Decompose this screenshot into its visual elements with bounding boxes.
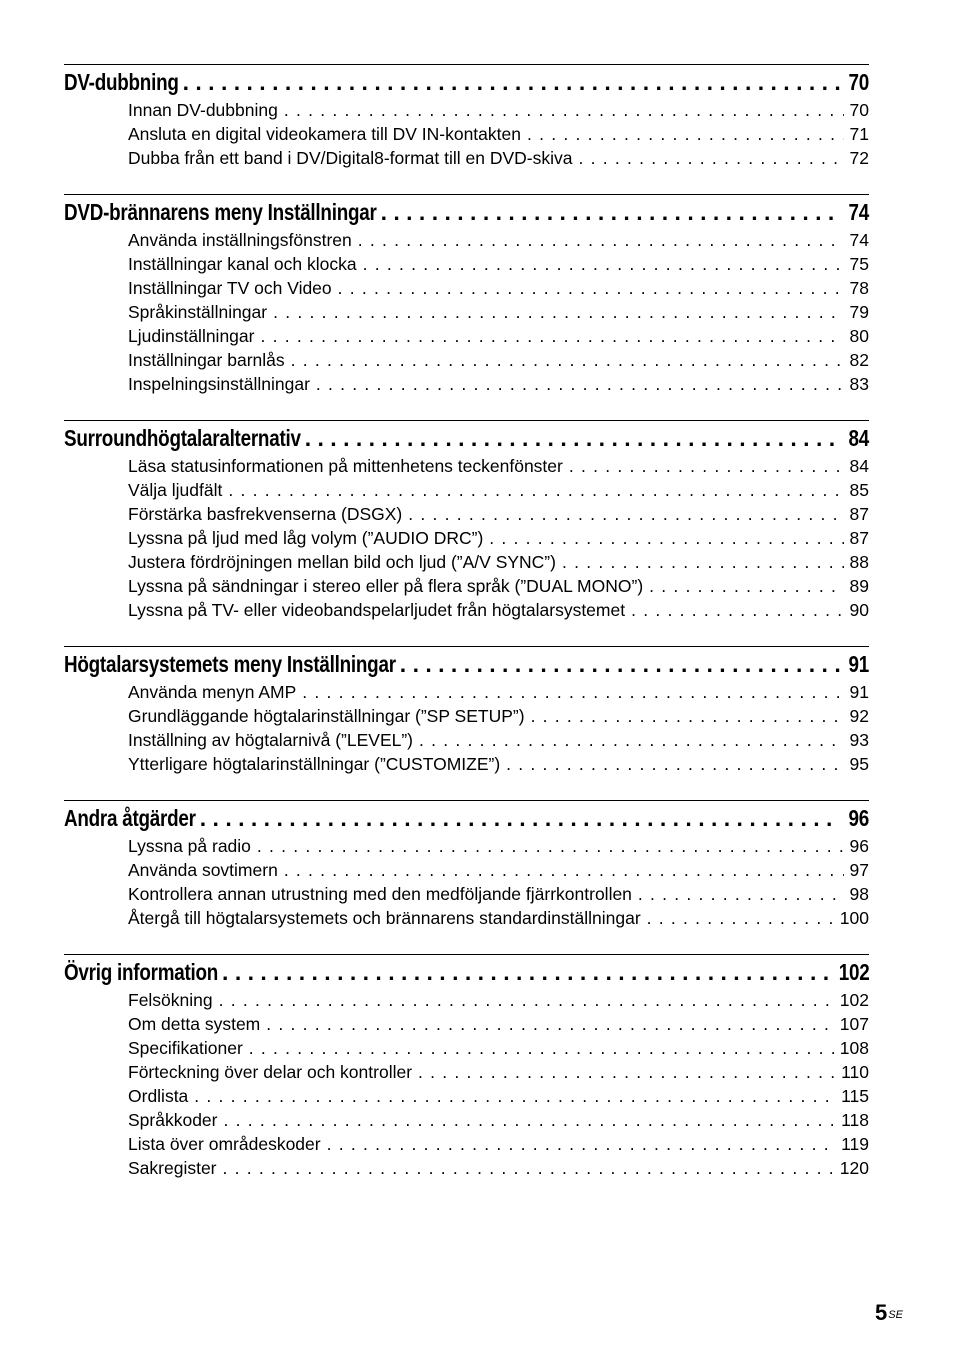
toc-heading-title: DV-dubbning	[64, 69, 179, 95]
dot-leader	[224, 1108, 836, 1132]
toc-entry[interactable]	[128, 348, 869, 372]
dot-leader	[223, 1156, 834, 1180]
dot-leader	[506, 752, 843, 776]
toc-entry-title: Förstärka basfrekvenserna (DSGX)	[128, 504, 403, 524]
toc-entry-page: 83	[849, 374, 869, 394]
toc-entry-page: 93	[849, 730, 869, 750]
dot-leader	[569, 454, 844, 478]
toc-entry[interactable]	[128, 574, 869, 598]
dot-leader	[316, 372, 844, 396]
toc-entry-title: Lyssna på sändningar i stereo eller på flera språk (”DUAL MONO”)	[128, 576, 644, 596]
toc-entry-title: Lyssna på radio	[128, 836, 251, 856]
toc-heading-page: 84	[848, 425, 869, 451]
toc-entry-page: 90	[849, 600, 869, 620]
toc-entry-page: 72	[849, 148, 869, 168]
toc-section	[64, 800, 869, 930]
toc-entry[interactable]	[128, 228, 869, 252]
toc-entries	[64, 988, 869, 1180]
toc-heading[interactable]	[64, 67, 869, 97]
toc-entry-page: 75	[849, 254, 869, 274]
toc-entry-title: Använda sovtimern	[128, 860, 278, 880]
toc-entry-title: Inställningar TV och Video	[128, 278, 332, 298]
toc-heading-title: Surroundhögtalaralternativ	[64, 425, 301, 451]
toc-entry-page: 87	[849, 504, 869, 524]
toc-entry-page: 89	[849, 576, 869, 596]
dot-leader	[408, 502, 843, 526]
dot-leader	[257, 834, 844, 858]
toc-entry-page: 107	[839, 1014, 869, 1034]
toc-entry-page: 78	[849, 278, 869, 298]
toc-entry[interactable]	[128, 906, 869, 930]
dot-leader	[358, 228, 844, 252]
toc-entry[interactable]	[128, 478, 869, 502]
dot-leader	[228, 478, 843, 502]
toc-entry[interactable]	[128, 598, 869, 622]
dot-leader	[579, 146, 844, 170]
toc-entry-title: Lista över områdeskoder	[128, 1134, 321, 1154]
toc-section	[64, 420, 869, 622]
toc-entry-title: Förteckning över delar och kontroller	[128, 1062, 413, 1082]
toc-entry-title: Välja ljudfält	[128, 480, 223, 500]
dot-leader	[363, 252, 844, 276]
toc-entries	[64, 834, 869, 930]
toc-entry[interactable]	[128, 372, 869, 396]
dot-leader	[562, 550, 844, 574]
dot-leader	[338, 276, 844, 300]
toc-entry-title: Återgå till högtalarsystemets och brännarens standardinställningar	[128, 908, 641, 928]
toc-entry-title: Språkinställningar	[128, 302, 268, 322]
toc-section	[64, 64, 869, 170]
toc-entry[interactable]	[128, 704, 869, 728]
toc-heading-page: 74	[848, 199, 869, 225]
toc-entry[interactable]	[128, 146, 869, 170]
toc-entries	[64, 98, 869, 170]
toc-entry-title: Ljudinställningar	[128, 326, 255, 346]
toc-entry[interactable]	[128, 550, 869, 574]
toc-entry-title: Inställning av högtalarnivå (”LEVEL”)	[128, 730, 414, 750]
toc-heading-title: Högtalarsystemets meny Inställningar	[64, 651, 396, 677]
dot-leader	[647, 906, 834, 930]
toc-entry-page: 74	[849, 230, 869, 250]
toc-entry-page: 88	[849, 552, 869, 572]
dot-leader	[327, 1132, 835, 1156]
dot-leader	[260, 324, 843, 348]
dot-leader	[527, 122, 844, 146]
dot-leader	[291, 348, 844, 372]
dot-leader	[266, 1012, 834, 1036]
toc-entry-title: Språkkoder	[128, 1110, 218, 1130]
toc-entry[interactable]	[128, 1156, 869, 1180]
dot-leader	[284, 98, 844, 122]
toc-entry-title: Justera fördröjningen mellan bild och ljud (”A/V SYNC”)	[128, 552, 556, 572]
toc-entry-page: 80	[849, 326, 869, 346]
toc-entry-page: 85	[849, 480, 869, 500]
toc-heading-page: 96	[848, 805, 869, 831]
toc-entry-title: Använda inställningsfönstren	[128, 230, 352, 250]
toc-entry[interactable]	[128, 1012, 869, 1036]
dot-leader	[631, 598, 843, 622]
toc-entry[interactable]	[128, 680, 869, 704]
toc-entry-title: Sakregister	[128, 1158, 217, 1178]
toc-heading[interactable]	[64, 423, 869, 453]
page-number-value: 5	[875, 1300, 888, 1325]
dot-leader	[273, 300, 843, 324]
toc-heading-page: 70	[848, 69, 869, 95]
toc-entry[interactable]	[128, 858, 869, 882]
table-of-contents	[64, 64, 869, 1204]
toc-entry-page: 110	[841, 1062, 869, 1082]
dot-leader	[419, 728, 844, 752]
dot-leader	[489, 526, 843, 550]
dot-leader	[638, 882, 844, 906]
toc-entry-title: Läsa statusinformationen på mittenhetens teckenfönster	[128, 456, 563, 476]
toc-section	[64, 194, 869, 396]
toc-heading-title: Övrig information	[64, 959, 219, 985]
toc-heading-page: 102	[838, 959, 869, 985]
toc-entry-page: 79	[849, 302, 869, 322]
dot-leader	[305, 423, 840, 453]
toc-entry-title: Ordlista	[128, 1086, 189, 1106]
toc-section	[64, 646, 869, 776]
toc-entry-page: 91	[849, 682, 869, 702]
toc-entry-page: 97	[849, 860, 869, 880]
toc-entry[interactable]	[128, 728, 869, 752]
toc-entry-title: Felsökning	[128, 990, 213, 1010]
toc-entries	[64, 228, 869, 396]
toc-entry-page: 92	[849, 706, 869, 726]
dot-leader	[381, 197, 840, 227]
toc-entry-page: 108	[839, 1038, 869, 1058]
toc-entry-title: Använda menyn AMP	[128, 682, 297, 702]
toc-entry-title: Ansluta en digital videokamera till DV IN-kontakten	[128, 124, 521, 144]
toc-entry-title: Ytterligare högtalarinställningar (”CUSTOMIZE”)	[128, 754, 501, 774]
locale-suffix: SE	[888, 1309, 903, 1321]
toc-entry[interactable]	[128, 122, 869, 146]
toc-entry[interactable]	[128, 454, 869, 478]
toc-entry-page: 71	[849, 124, 869, 144]
toc-entry-title: Specifikationer	[128, 1038, 243, 1058]
toc-entry[interactable]	[128, 98, 869, 122]
toc-entry-title: Innan DV-dubbning	[128, 100, 278, 120]
toc-entry[interactable]	[128, 752, 869, 776]
toc-entry-page: 120	[839, 1158, 869, 1178]
toc-entry-page: 82	[849, 350, 869, 370]
toc-entry[interactable]	[128, 988, 869, 1012]
toc-heading[interactable]	[64, 649, 869, 679]
toc-entry-page: 100	[839, 908, 869, 928]
toc-entry[interactable]	[128, 1132, 869, 1156]
toc-heading[interactable]	[64, 957, 869, 987]
dot-leader	[284, 858, 844, 882]
toc-entry-page: 98	[849, 884, 869, 904]
toc-entry[interactable]	[128, 300, 869, 324]
toc-entry[interactable]	[128, 526, 869, 550]
toc-entry[interactable]	[128, 1060, 869, 1084]
toc-entry-title: Inställningar kanal och klocka	[128, 254, 357, 274]
toc-entry-page: 115	[841, 1086, 869, 1106]
dot-leader	[183, 67, 840, 97]
toc-entry[interactable]	[128, 882, 869, 906]
toc-entry-title: Kontrollera annan utrustning med den medföljande fjärrkontrollen	[128, 884, 632, 904]
toc-entry-title: Lyssna på TV- eller videobandspelarljudet från högtalarsystemet	[128, 600, 626, 620]
dot-leader	[219, 988, 834, 1012]
toc-entry-page: 118	[841, 1110, 869, 1130]
toc-heading[interactable]	[64, 803, 869, 833]
toc-entry-page: 96	[849, 836, 869, 856]
toc-heading-title: Andra åtgärder	[64, 805, 196, 831]
toc-entry[interactable]	[128, 324, 869, 348]
toc-entry-page: 70	[849, 100, 869, 120]
toc-entry-title: Lyssna på ljud med låg volym (”AUDIO DRC”)	[128, 528, 484, 548]
toc-entry-page: 119	[841, 1134, 869, 1154]
dot-leader	[400, 649, 840, 679]
toc-entry-page: 84	[849, 456, 869, 476]
toc-entry-title: Grundläggande högtalarinställningar (”SP SETUP”)	[128, 706, 525, 726]
dot-leader	[531, 704, 844, 728]
toc-entry[interactable]	[128, 834, 869, 858]
toc-entry[interactable]	[128, 502, 869, 526]
dot-leader	[302, 680, 843, 704]
toc-entries	[64, 680, 869, 776]
toc-section	[64, 954, 869, 1180]
toc-entry[interactable]	[128, 1084, 869, 1108]
toc-entry[interactable]	[128, 1108, 869, 1132]
dot-leader	[649, 574, 843, 598]
toc-heading-page: 91	[848, 651, 869, 677]
toc-entry-page: 95	[849, 754, 869, 774]
dot-leader	[418, 1060, 835, 1084]
toc-heading[interactable]	[64, 197, 869, 227]
toc-entries	[64, 454, 869, 622]
page-number	[875, 1300, 903, 1326]
toc-entry-page: 102	[839, 990, 869, 1010]
dot-leader	[200, 803, 840, 833]
dot-leader	[222, 957, 827, 987]
toc-heading-title: DVD-brännarens meny Inställningar	[64, 199, 377, 225]
toc-entry-title: Dubba från ett band i DV/Digital8-format till en DVD-skiva	[128, 148, 573, 168]
toc-entry[interactable]	[128, 252, 869, 276]
toc-entry-title: Inställningar barnlås	[128, 350, 285, 370]
toc-entry-page: 87	[849, 528, 869, 548]
dot-leader	[194, 1084, 835, 1108]
toc-entry[interactable]	[128, 1036, 869, 1060]
toc-entry[interactable]	[128, 276, 869, 300]
dot-leader	[249, 1036, 834, 1060]
toc-entry-title: Inspelningsinställningar	[128, 374, 310, 394]
toc-entry-title: Om detta system	[128, 1014, 261, 1034]
